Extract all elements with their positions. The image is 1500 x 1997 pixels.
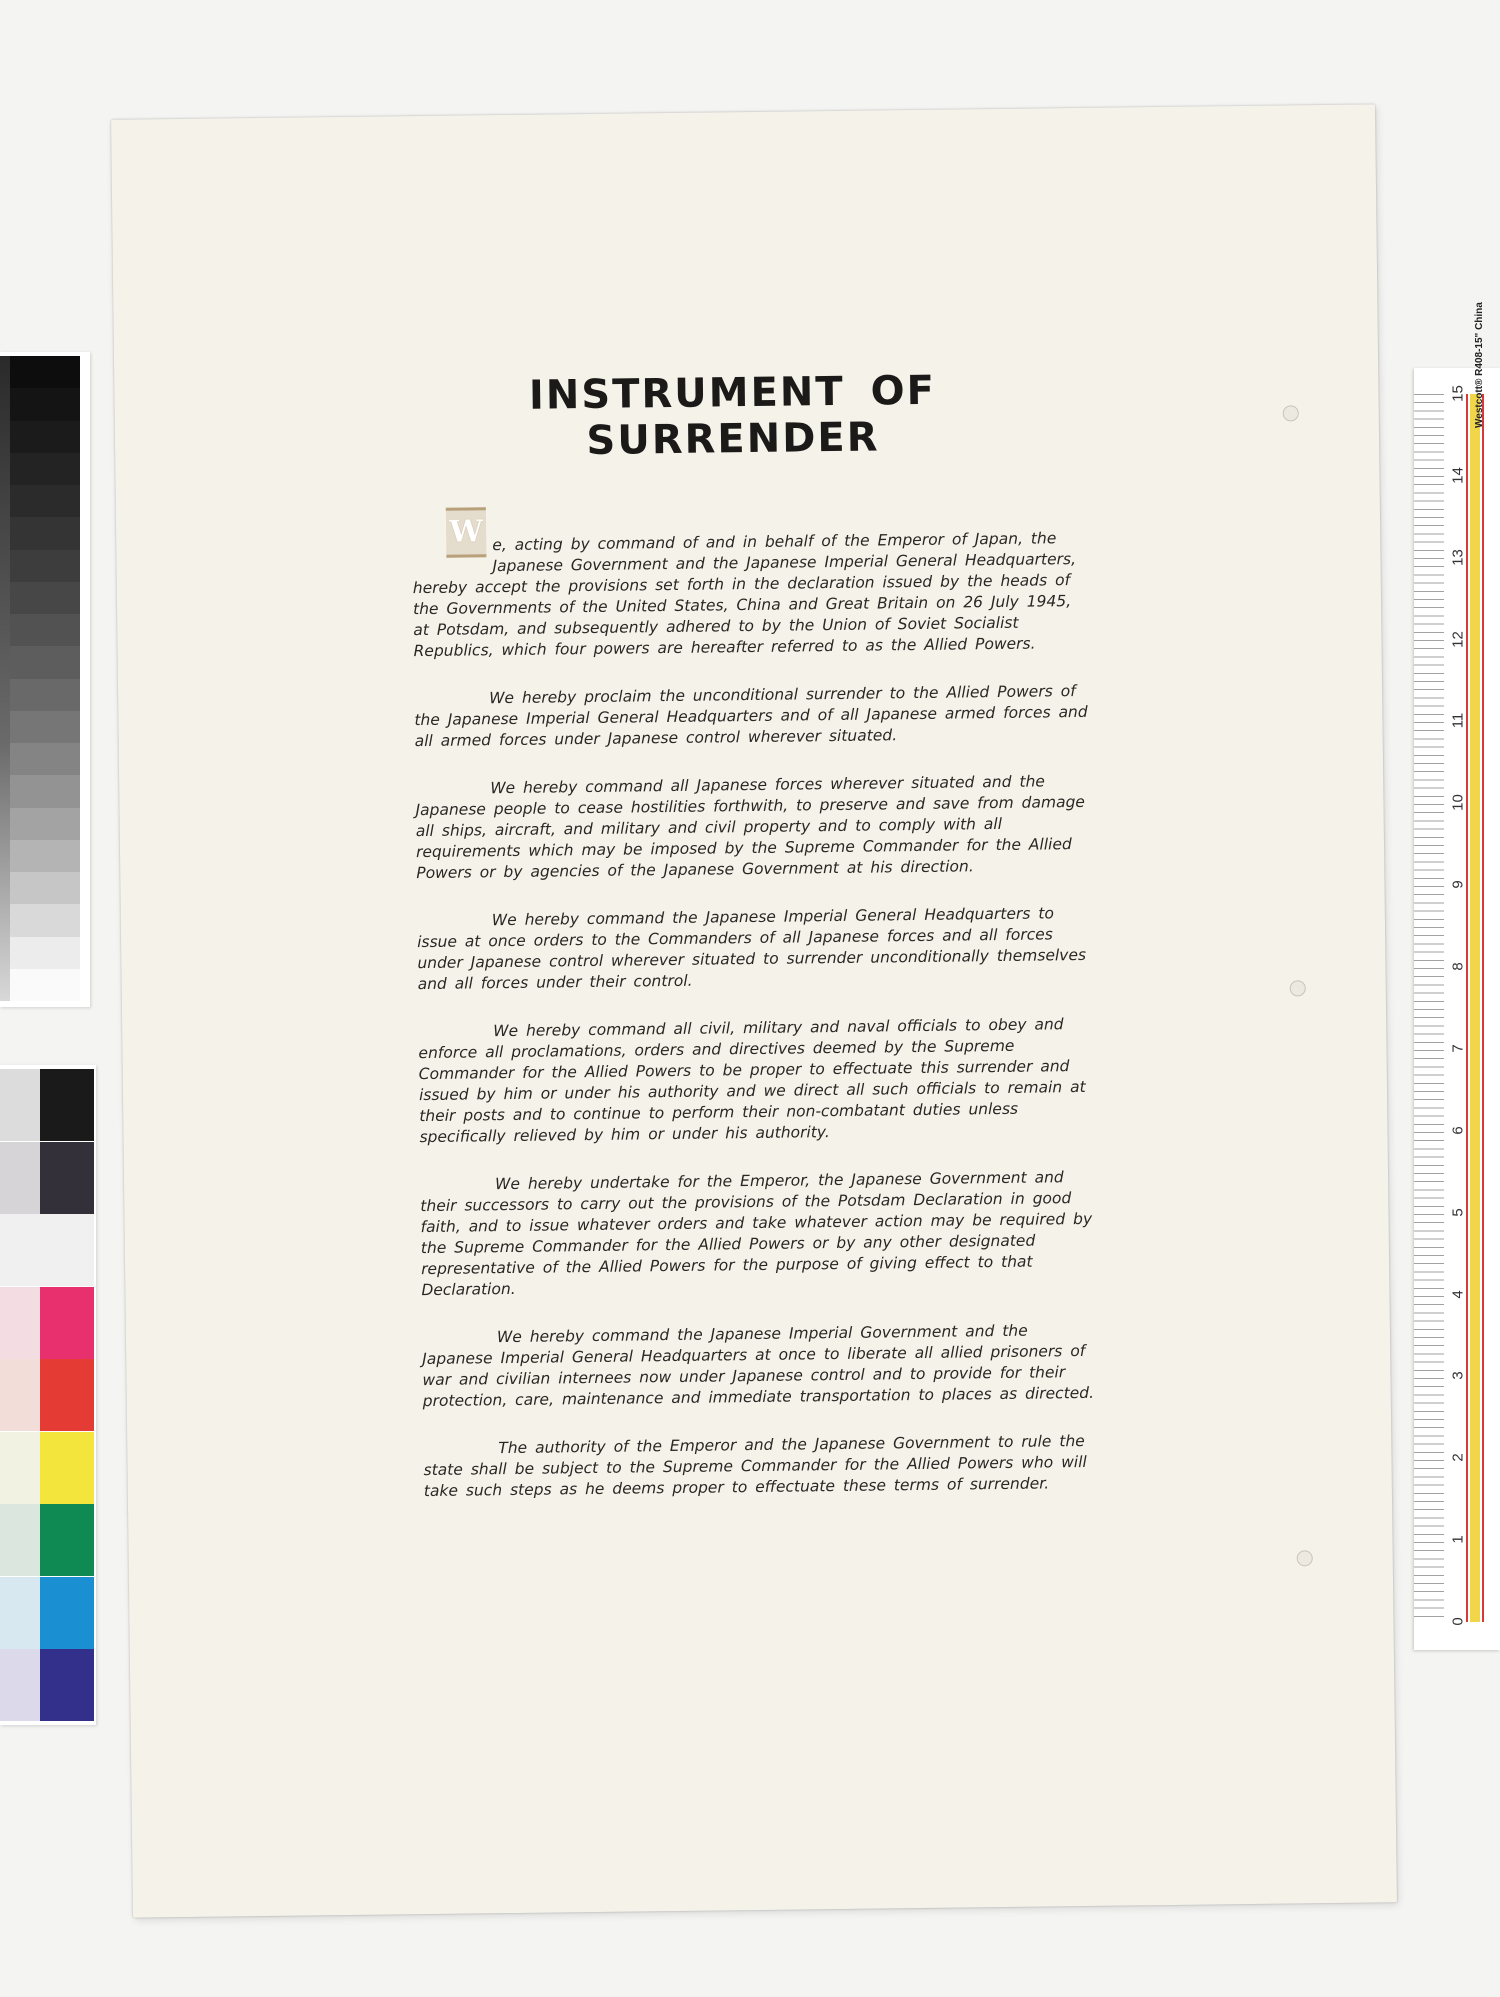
color-patch-row	[0, 1649, 96, 1721]
grey-step	[0, 969, 80, 1001]
color-patch-row	[0, 1359, 96, 1431]
ruler-red-stripe	[1466, 394, 1468, 1622]
grey-step	[0, 356, 80, 388]
illuminated-initial: W	[446, 507, 487, 557]
grey-scale-edge	[0, 356, 10, 1001]
paragraph-8: The authority of the Emperor and the Japanese Government to rule the state shall be subject to the Supreme Commander for the Allied Powers who will take such steps as he deems proper to effectuate these terms of surrender.	[423, 1431, 1087, 1501]
ruler-number: 8	[1449, 962, 1467, 971]
ruler-tick-track	[1414, 394, 1444, 1622]
color-patch-dark	[40, 1069, 94, 1141]
color-patch-light	[0, 1214, 40, 1286]
ruler-number: 4	[1449, 1289, 1467, 1299]
color-patch-dark	[40, 1649, 94, 1721]
paragraph-3: We hereby command all Japanese forces wherever situated and the Japanese people to cease hostilities forthwith, to preserve and save from damage all ships, aircraft, and military and civil property and to comply with all requirements which may be imposed by the Supreme Commander for the Allied Powers or by agencies of the Japanese Government at his direction.	[415, 772, 1086, 883]
color-patch-light	[0, 1069, 40, 1141]
color-patch-light	[0, 1649, 40, 1721]
color-patch-light	[0, 1432, 40, 1504]
grey-step	[0, 453, 80, 485]
paragraph-2: We hereby proclaim the unconditional surrender to the Allied Powers of the Japanese Imperial General Headquarters and of all Japanese armed forces and all armed forces under Japanese control wherever situated.	[414, 682, 1088, 751]
color-patch-row	[0, 1069, 96, 1141]
grey-step	[0, 904, 80, 936]
ruler-number: 2	[1449, 1453, 1467, 1462]
color-patch-dark	[40, 1142, 94, 1214]
paragraph-6: We hereby undertake for the Emperor, the Japanese Government and their successors to carry out the provisions of the Potsdam Declaration in good faith, and to issue whatever orders and take whatever action may be required by the Supreme Commander for the Allied Powers or by any other designated representative of the Allied Powers for the purpose of giving effect to that Declaration.	[420, 1168, 1093, 1300]
grey-step	[0, 937, 80, 969]
color-patch-dark	[40, 1287, 94, 1359]
ruler-red-stripe-right	[1482, 394, 1484, 1622]
ruler-number: 12	[1449, 630, 1467, 648]
grey-step	[0, 872, 80, 904]
color-patch-light	[0, 1142, 40, 1214]
punch-hole-top	[1283, 405, 1299, 421]
ruler-number: 14	[1449, 467, 1467, 484]
paragraph-1	[412, 514, 1093, 662]
grey-step	[0, 485, 80, 517]
grey-step	[0, 614, 80, 646]
grey-step	[0, 582, 80, 614]
color-patch-row	[0, 1287, 96, 1359]
ruler-brand-label: Westcott® R408-15" China	[1474, 302, 1485, 428]
ruler-number: 11	[1449, 713, 1467, 729]
color-patch-dark	[40, 1504, 94, 1576]
color-patch-row	[0, 1142, 96, 1214]
color-patch-dark	[40, 1577, 94, 1649]
measuring-ruler	[1414, 302, 1500, 1650]
grey-scale-card	[0, 352, 90, 1007]
color-patch-light	[0, 1577, 40, 1649]
color-patch-row	[0, 1432, 96, 1504]
grey-step	[0, 840, 80, 872]
ruler-number: 10	[1449, 794, 1467, 812]
ruler-number: 3	[1449, 1371, 1467, 1381]
color-patch-dark	[40, 1432, 94, 1504]
ruler-yellow-stripe	[1470, 394, 1480, 1622]
surrender-document-page	[111, 104, 1397, 1917]
ruler-number: 9	[1449, 880, 1467, 889]
grey-step	[0, 421, 80, 453]
color-patch-dark	[40, 1214, 94, 1286]
grey-step	[0, 646, 80, 678]
grey-step	[0, 743, 80, 775]
color-patch-row	[0, 1577, 96, 1649]
ruler-number: 7	[1449, 1044, 1467, 1053]
grey-step	[0, 711, 80, 743]
grey-scale-strip	[0, 356, 80, 1001]
document-title: INSTRUMENT OF SURRENDER	[528, 367, 937, 465]
color-patch-dark	[40, 1359, 94, 1431]
ruler-number: 0	[1449, 1617, 1467, 1626]
grey-step	[0, 808, 80, 840]
color-patch-light	[0, 1504, 40, 1576]
punch-hole-bottom	[1297, 1550, 1313, 1566]
ruler-number: 5	[1449, 1207, 1467, 1217]
grey-step	[0, 550, 80, 582]
paragraph-4: We hereby command the Japanese Imperial General Headquarters to issue at once orders to the Commanders of all Japanese forces and all forces under Japanese control wherever situated to surrender unconditionally themselves and all forces under their control.	[417, 904, 1087, 994]
grey-step	[0, 775, 80, 807]
grey-step	[0, 388, 80, 420]
paragraph-7: We hereby command the Japanese Imperial Government and the Japanese Imperial General Headquarters at once to liberate all allied prisoners of war and civilian internees now under Japanese control and to provide for their protection, care, maintenance and immediate transportation to places as directed.	[422, 1321, 1095, 1411]
color-calibration-card	[0, 1065, 96, 1725]
grey-step	[0, 517, 80, 549]
document-body	[412, 514, 1104, 1529]
color-patch-light	[0, 1359, 40, 1431]
color-patch-light	[0, 1287, 40, 1359]
ruler-number: 15	[1449, 385, 1467, 402]
grey-step	[0, 679, 80, 711]
ruler-number: 6	[1449, 1126, 1467, 1135]
ruler-number: 1	[1449, 1535, 1467, 1544]
color-patch-row	[0, 1214, 96, 1286]
punch-hole-middle	[1290, 980, 1306, 996]
paragraph-5: We hereby command all civil, military and naval officials to obey and enforce all proclamations, orders and directives deemed by the Supreme Commander for the Allied Powers to be proper to effectuate this surrender and issued by him or under his authority and we direct all such officials to remain at their posts and to continue to perform their non-combatant duties unless specifically relieved by him or under his authority.	[418, 1015, 1086, 1147]
paragraph-1-text: e, acting by command of and in behalf of the Emperor of Japan, the Japanese Government and the Japanese Imperial General Headquarters, hereby accept the provisions set forth in the declaration issued by the heads of the Governments of the United States, China and Great Britain on 26 July 1945, at Potsdam, and subsequently adhered to by the Union of Soviet Socialist Republics, which four powers are hereafter referred to as the Allied Powers.	[412, 529, 1077, 661]
color-patch-row	[0, 1504, 96, 1576]
ruler-number: 13	[1449, 548, 1467, 566]
